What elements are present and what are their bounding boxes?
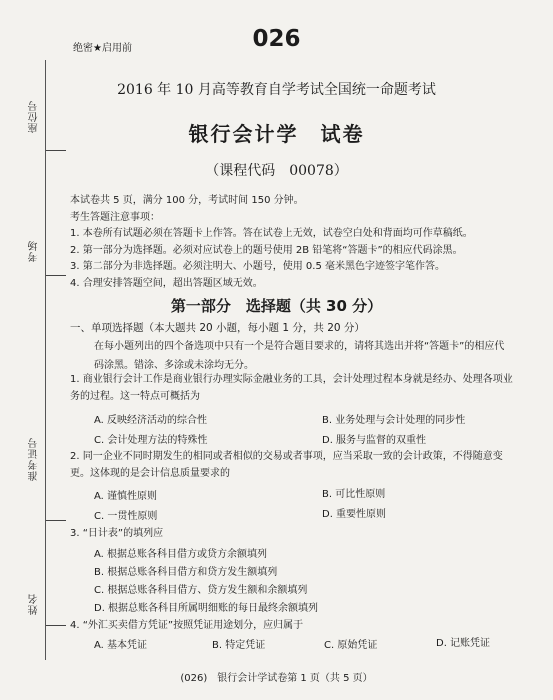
part-one-title: 第一部分 选择题（共 30 分） [170, 297, 383, 315]
question-option: A. 谨慎性原则 [94, 491, 158, 502]
name-label: 姓名 [29, 593, 40, 615]
question-option: B. 根据总账各科目借方和贷方发生额填列 [94, 567, 278, 578]
course-code: （课程代码 00078） [205, 163, 348, 179]
question-option: C. 根据总账各科目借方、贷方发生额和余额填列 [94, 585, 308, 596]
question-option: C. 原始凭证 [324, 640, 378, 651]
question-stem: 4. “外汇买卖借方凭证”按照凭证用途划分，应归属于 [70, 620, 304, 631]
question-stem: 2. 同一企业不同时期发生的相同或者相似的交易或者事项，应当采取一致的会计政策，不得随意变更。这体现的是会计信息质量要求的 [70, 451, 503, 479]
question-option: D. 服务与监督的双重性 [322, 435, 427, 446]
name-line [46, 625, 66, 626]
admission-number-label: 准考证号 [29, 437, 40, 481]
question-stem: 1. 商业银行会计工作是商业银行办理实际金融业务的工具，会计处理过程本身就是经办、处理各项业务的过程。这一特点可概括为 [70, 374, 513, 402]
question-option: B. 特定凭证 [212, 640, 266, 651]
question-option: B. 可比性原则 [322, 489, 386, 500]
exam-room-label: 考场 [29, 240, 40, 262]
question-option: A. 基本凭证 [94, 640, 148, 651]
seat-number-line [46, 150, 66, 151]
admission-number-line [46, 520, 66, 521]
exam-notes [70, 193, 530, 292]
question-stem: 3. “日计表”的填列应 [70, 528, 164, 539]
note-line: 考生答题注意事项： [70, 211, 160, 223]
note-line: 2. 第一部分为选择题。必须对应试卷上的题号使用 2B 铅笔将“答题卡”的相应代码涂黑。 [70, 244, 463, 256]
confidential-label: 绝密★启用前 [73, 43, 132, 54]
seat-number-label: 座位号 [29, 100, 40, 133]
section-title: 一、单项选择题（本大题共 20 小题，每小题 1 分，共 20 分） [70, 322, 365, 334]
question-option: D. 重要性原则 [322, 509, 387, 520]
question-option: D. 记账凭证 [436, 638, 491, 649]
question-option: C. 一贯性原则 [94, 511, 158, 522]
section-instruction: 在每小题列出的四个备选项中只有一个是符合题目要求的，请将其选出并将“答题卡”的相应代码涂黑。错涂、多涂或未涂均无分。 [94, 341, 505, 371]
question-option: B. 业务处理与会计处理的同步性 [322, 415, 466, 426]
subject-title: 银行会计学 试卷 [188, 122, 365, 146]
note-line: 3. 第二部分为非选择题。必须注明大、小题号，使用 0.5 毫米黑色字迹签字笔作答。 [70, 261, 445, 272]
page-footer: (026) 银行会计学试卷第 1 页（共 5 页） [180, 673, 373, 684]
exam-title: 2016 年 10 月高等教育自学考试全国统一命题考试 [117, 82, 436, 98]
question-option: A. 反映经济活动的综合性 [94, 415, 208, 426]
question-option: A. 根据总账各科目借方或贷方余额填列 [94, 549, 268, 560]
exam-room-line [46, 275, 66, 276]
paper-code: 026 [252, 26, 301, 52]
note-line: 4. 合理安排答题空间，超出答题区域无效。 [70, 277, 263, 289]
question-option: D. 根据总账各科目所属明细账的每日最终余额填列 [94, 603, 319, 614]
question-option: C. 会计处理方法的特殊性 [94, 435, 208, 446]
note-line: 1. 本卷所有试题必须在答题卡上作答。答在试卷上无效，试卷空白处和背面均可作草稿纸。 [70, 228, 473, 239]
note-line: 本试卷共 5 页，满分 100 分，考试时间 150 分钟。 [70, 195, 304, 206]
